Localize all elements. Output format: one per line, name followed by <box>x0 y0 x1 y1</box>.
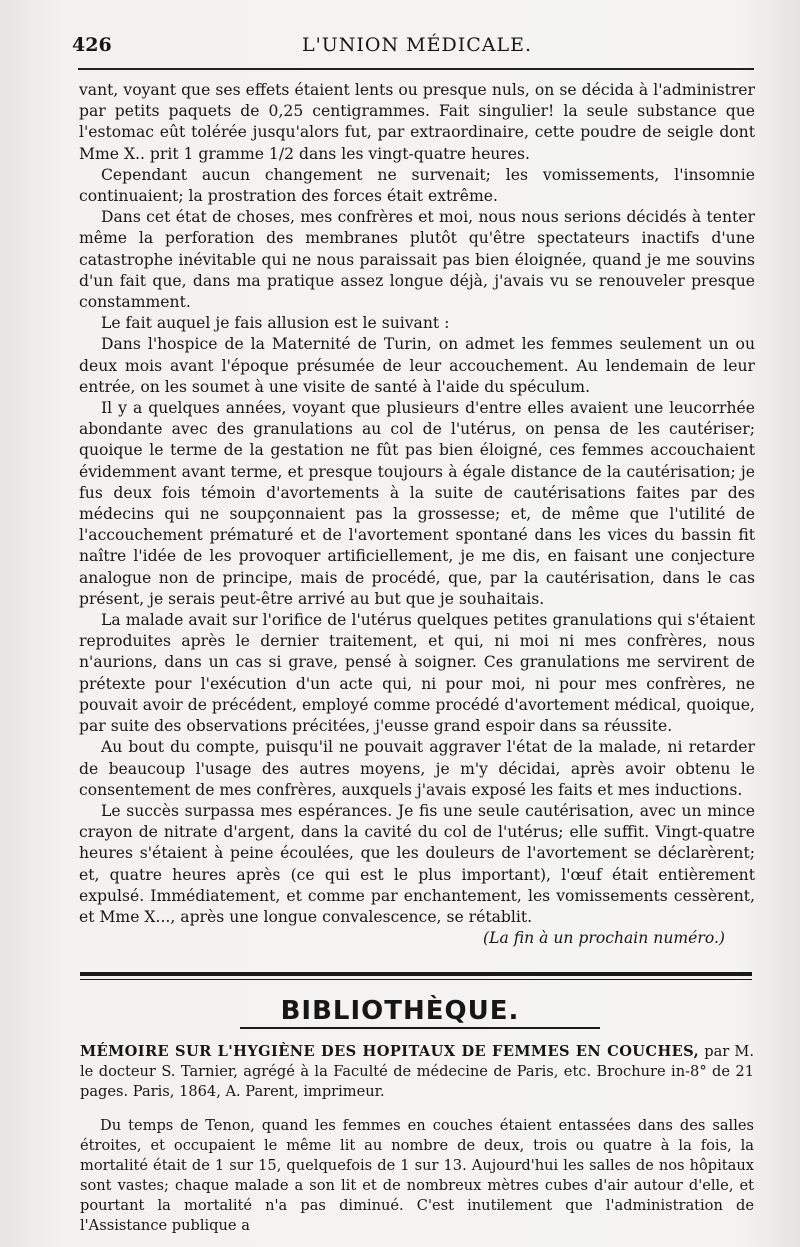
article-body <box>79 80 755 949</box>
paragraph: Cependant aucun changement ne survenait; les vomissements, l'insomnie continuaient; la prostration des forces était extrême. <box>79 165 755 206</box>
paragraph: Il y a quelques années, voyant que plusieurs d'entre elles avaient une leucorrhée abondante avec des granulations au col de l'utérus, on pensa de les cautériser; quoique le terme de la gestation ne fût pas bien éloigné, ces femmes accouchaient évidemment avant terme, et presque toujours à égale distance de la cautérisation; je fus deux fois témoin d'avortements à la suite de cautérisations faites par des médecins qui ne soupçonnaient pas la grossesse; et, de même que l'utilité de l'accouchement prématuré et de l'avortement spontané dans les vices du bassin fit naître l'idée de les provoquer artificiellement, je me dis, en faisant une conjecture analogue non de principe, mais de procédé, que, par la cautérisation, dans le cas présent, je serais peut-être arrivé au but que je souhaitais. <box>79 399 755 608</box>
paragraph: Dans cet état de choses, mes confrères et moi, nous nous serions décidés à tenter même la perforation des membranes plutôt qu'être spectateurs inactifs d'une catastrophe inévitable qui ne nous paraissait pas bien éloignée, quand je me souvins d'un fait que, dans ma pratique assez longue déjà, j'avais vu se renouveler presque constamment. <box>79 208 755 312</box>
entry-author: par M. le docteur S. Tarnier, agrégé à la Faculté de médecine de Paris, etc. Brochure in-8° de 21 pages. Paris, 1864, A. Parent, imprimeur. <box>80 1043 754 1100</box>
bibliography-entry <box>80 1042 754 1102</box>
section-heading: BIBLIOTHÈQUE. <box>280 996 520 1026</box>
page-number: 426 <box>72 34 112 56</box>
heading-rule <box>240 1027 600 1029</box>
paragraph: Du temps de Tenon, quand les femmes en couches étaient entassées dans des salles étroites, et occupaient le même lit au nombre de deux, trois ou quatre à la fois, la mortalité était de 1 sur 15, quelquefois de 1 sur 13. Aujourd'hui les salles de nos hôpitaux sont vastes; chaque malade a son lit et de nombreux mètres cubes d'air autour d'elle, et pourtant la mortalité n'a pas diminué. C'est inutilement que l'administration de l'Assistance publique a <box>80 1117 754 1234</box>
paragraph: Au bout du compte, puisqu'il ne pouvait aggraver l'état de la malade, ni retarder de beaucoup l'usage des autres moyens, je m'y décidai, après avoir obtenu le consentement de mes confrères, auxquels j'avais exposé les faits et mes inductions. <box>79 738 755 799</box>
continued-note: (La fin à un prochain numéro.) <box>483 929 725 948</box>
header-rule <box>78 68 754 70</box>
bibliography-body <box>80 1116 754 1236</box>
paragraph: Le fait auquel je fais allusion est le suivant : <box>101 314 450 333</box>
paragraph: Le succès surpassa mes espérances. Je fis une seule cautérisation, avec un mince crayon de nitrate d'argent, dans la cavité du col de l'utérus; elle suffit. Vingt-quatre heures s'étaient à peine écoulées, que les douleurs de l'avortement se déclarèrent; et, quatre heures après (ce qui est le plus important), l'œuf était entièrement expulsé. Immédiatement, et comme par enchantement, les vomissements cessèrent, et Mme X..., après une longue convalescence, se rétablit. <box>79 801 755 926</box>
page-header <box>72 34 762 60</box>
running-title: L'UNION MÉDICALE. <box>301 34 533 56</box>
entry-title: MÉMOIRE SUR L'HYGIÈNE DES HOPITAUX DE FEMMES EN COUCHES, <box>80 1043 700 1060</box>
paragraph: La malade avait sur l'orifice de l'utérus quelques petites granulations qui s'étaient reproduites après le dernier traitement, et qui, ni moi ni mes confrères, nous n'aurions, dans un cas si grave, pensé à soigner. Ces granulations me servirent de prétexte pour l'exécution d'un acte qui, ni pour moi, ni pour mes confrères, ne pouvait avoir de précédent, employé comme procédé d'avortement médical, quoique, par suite des observations précitées, j'eusse grand espoir dans sa réussite. <box>79 611 755 736</box>
section-divider <box>80 972 752 980</box>
paragraph: vant, voyant que ses effets étaient lents ou presque nuls, on se décida à l'administrer par petits paquets de 0,25 centigrammes. Fait singulier! la seule substance que l'estomac eût tolérée jusqu'alors fut, par extraordinaire, cette poudre de seigle dont Mme X.. prit 1 gramme 1/2 dans les vingt-quatre heures. <box>79 81 755 163</box>
paragraph: Dans l'hospice de la Maternité de Turin, on admet les femmes seulement un ou deux mois avant l'époque présumée de leur accouchement. Au lendemain de leur entrée, on les soumet à une visite de santé à l'aide du spéculum. <box>79 335 755 396</box>
